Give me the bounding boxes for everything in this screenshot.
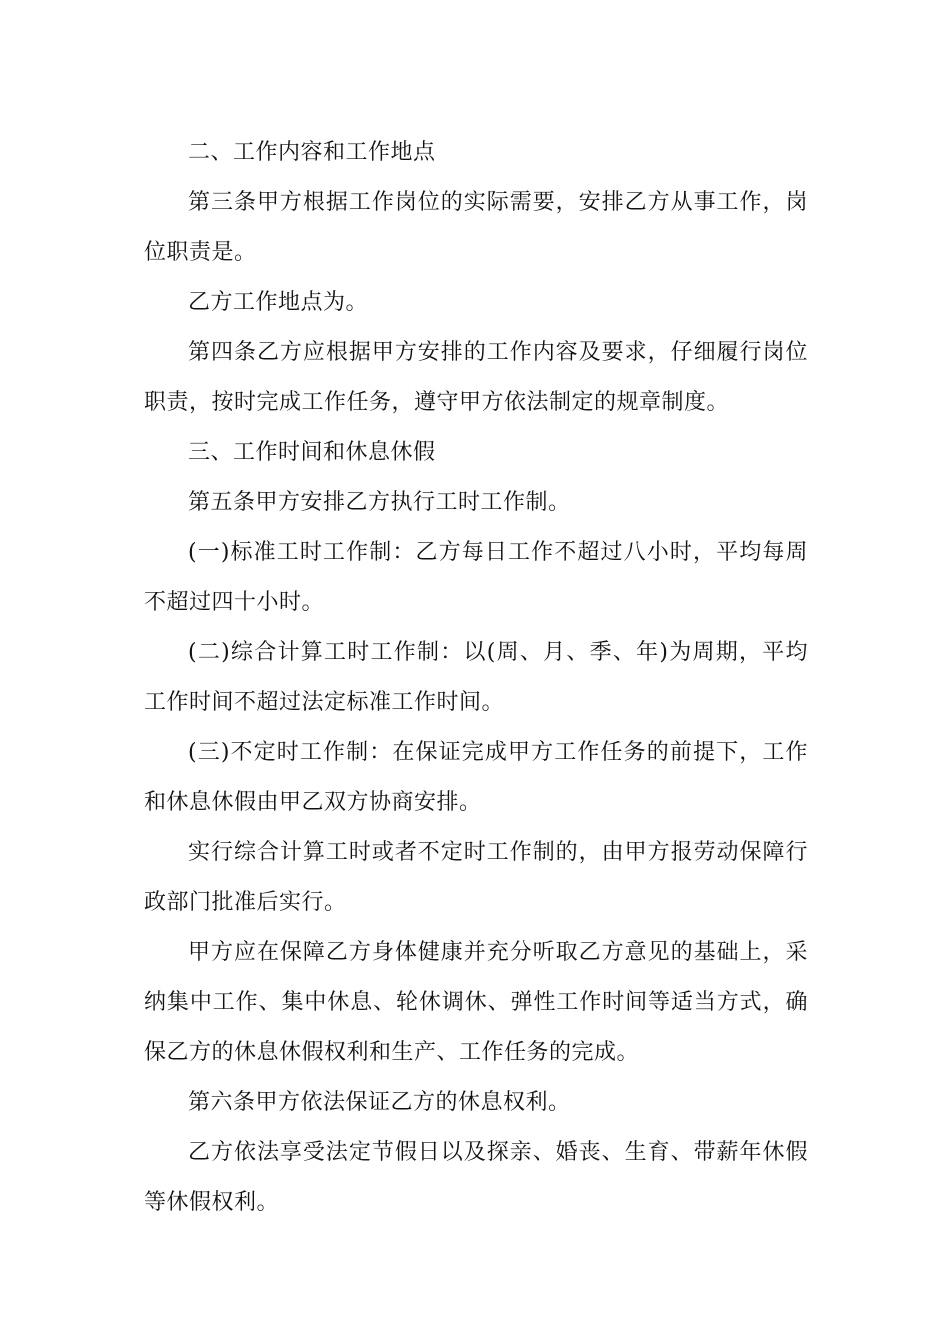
flexible-hours-clause: (三)不定时工作制：在保证完成甲方工作任务的前提下，工作和休息休假由甲乙双方协商安排。	[144, 740, 808, 815]
document-body	[144, 128, 808, 1228]
article-3: 第三条甲方根据工作岗位的实际需要，安排乙方从事工作，岗位职责是。	[144, 190, 808, 265]
standard-hours-clause: (一)标准工时工作制：乙方每日工作不超过八小时，平均每周不超过四十小时。	[144, 540, 808, 615]
leave-rights-paragraph: 乙方依法享受法定节假日以及探亲、婚丧、生育、带薪年休假等休假权利。	[144, 1140, 808, 1215]
section-heading-work-content: 二、工作内容和工作地点	[188, 140, 436, 165]
article-5: 第五条甲方安排乙方执行工时工作制。	[188, 490, 571, 515]
approval-paragraph: 实行综合计算工时或者不定时工作制的，由甲方报劳动保障行政部门批准后实行。	[144, 840, 808, 915]
work-location-paragraph: 乙方工作地点为。	[188, 290, 369, 315]
rest-arrangement-paragraph: 甲方应在保障乙方身体健康并充分听取乙方意见的基础上，采纳集中工作、集中休息、轮休调休、弹性工作时间等适当方式，确保乙方的休息休假权利和生产、工作任务的完成。	[144, 940, 808, 1065]
section-heading-working-hours: 三、工作时间和休息休假	[188, 440, 436, 465]
article-4: 第四条乙方应根据甲方安排的工作内容及要求，仔细履行岗位职责，按时完成工作任务，遵守甲方依法制定的规章制度。	[144, 340, 808, 415]
article-6: 第六条甲方依法保证乙方的休息权利。	[188, 1090, 571, 1115]
comprehensive-hours-clause: (二)综合计算工时工作制：以(周、月、季、年)为周期，平均工作时间不超过法定标准工作时间。	[144, 640, 808, 715]
